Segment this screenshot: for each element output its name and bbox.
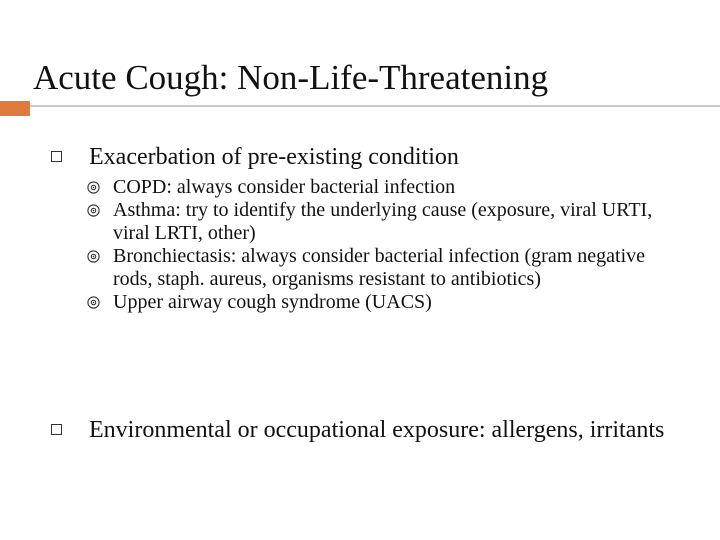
square-bullet-icon [51, 151, 62, 162]
sub-bullet-text: Asthma: try to identify the underlying cause (exposure, viral URTI, viral LRTI, other) [113, 199, 653, 244]
circled-plus-icon [87, 181, 100, 194]
sub-bullet-item [87, 245, 687, 291]
sub-bullet-item [87, 176, 687, 199]
square-bullet-icon [51, 424, 62, 435]
sub-bullet-text: Bronchiectasis: always consider bacterial infection (gram negative rods, staph. aureus, organisms resistant to antibiotics) [113, 245, 646, 290]
bullet-text: Environmental or occupational exposure: allergens, irritants [89, 417, 665, 443]
sub-bullet-list [87, 176, 687, 314]
title-divider [30, 105, 720, 107]
sub-bullet-text: Upper airway cough syndrome (UACS) [113, 291, 432, 313]
circled-plus-icon [87, 204, 100, 217]
bullet-item [49, 415, 669, 446]
circled-plus-icon [87, 296, 100, 309]
circled-plus-icon [87, 250, 100, 263]
sub-bullet-text: COPD: always consider bacterial infection [113, 176, 456, 198]
slide-title: Acute Cough: Non-Life-Threatening [33, 58, 549, 97]
title-accent-bar [0, 101, 30, 116]
sub-bullet-item [87, 291, 687, 314]
bullet-item [49, 142, 669, 173]
sub-bullet-item [87, 199, 687, 245]
bullet-text: Exacerbation of pre-existing condition [89, 144, 459, 170]
